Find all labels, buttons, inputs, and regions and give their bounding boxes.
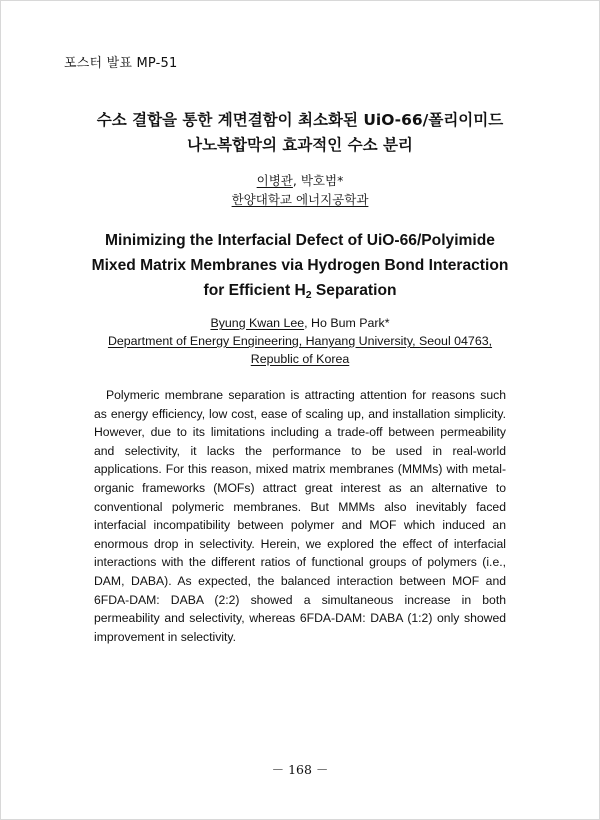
english-title-line-3-post: Separation [311, 282, 397, 299]
korean-title-line-1: 수소 결합을 통한 계면결함이 최소화된 UiO-66/폴리이미드 [96, 111, 504, 129]
english-author-1: Byung Kwan Lee [210, 316, 305, 330]
english-title-line-3 [0, 278, 600, 308]
korean-authors [0, 171, 600, 190]
korean-affiliation: 한양대학교 에너지공학과 [231, 192, 369, 207]
english-authors [0, 314, 600, 332]
abstract-text: Polymeric membrane separation is attracting attention for reasons such as energy efficiency, low cost, ease of scaling up, and installation simplicity. However, due to its limitations including a trade-off between permeability and selectivity, it lacks the performance to be used in real-world applications. For this reason, mixed matrix membranes (MMMs) with metal-organic frameworks (MOFs) attract great interest as an alternative to conventional polymeric membranes. But MMMs also inevitably faced interfacial incompatibility between polymer and MOF which induced an enormous drop in selectivity. Herein, we explored the effect of interfacial interactions with the different ratios of functional groups of polymers (i.e., DAM, DABA). As expected, the balanced interaction between MOF and 6FDA-DAM: DABA (2:2) showed a simultaneous increase in both permeability and selectivity, whereas 6FDA-DAM: DABA (1:2) only showed improvement in selectivity. [94, 388, 506, 644]
english-author-separator: , [304, 316, 312, 330]
korean-author-2: 박호범* [300, 173, 344, 188]
hydrogen-subscript: 2 [305, 289, 312, 301]
korean-title [0, 108, 600, 158]
poster-tag: 포스터 발표 MP-51 [64, 56, 178, 71]
english-title-line-2: Mixed Matrix Membranes via Hydrogen Bond Interaction [91, 257, 509, 274]
english-title [0, 228, 600, 308]
korean-author-1: 이병관 [256, 173, 293, 188]
korean-title-line-2: 나노복합막의 효과적인 수소 분리 [187, 136, 413, 154]
english-title-line-1: Minimizing the Interfacial Defect of UiO-66/Polyimide [105, 232, 495, 249]
english-affiliation-line-2: Republic of Korea [250, 352, 350, 366]
page-number: － 168 － [271, 762, 329, 777]
english-authors-block [0, 314, 600, 368]
english-affiliation-line-1: Department of Energy Engineering, Hanyang University, Seoul 04763, [107, 334, 493, 348]
korean-authors-block [0, 171, 600, 209]
english-title-line-3-pre: for Efficient H [203, 282, 306, 299]
korean-author-separator: , [292, 173, 301, 188]
english-author-2: Ho Bum Park* [311, 316, 390, 330]
